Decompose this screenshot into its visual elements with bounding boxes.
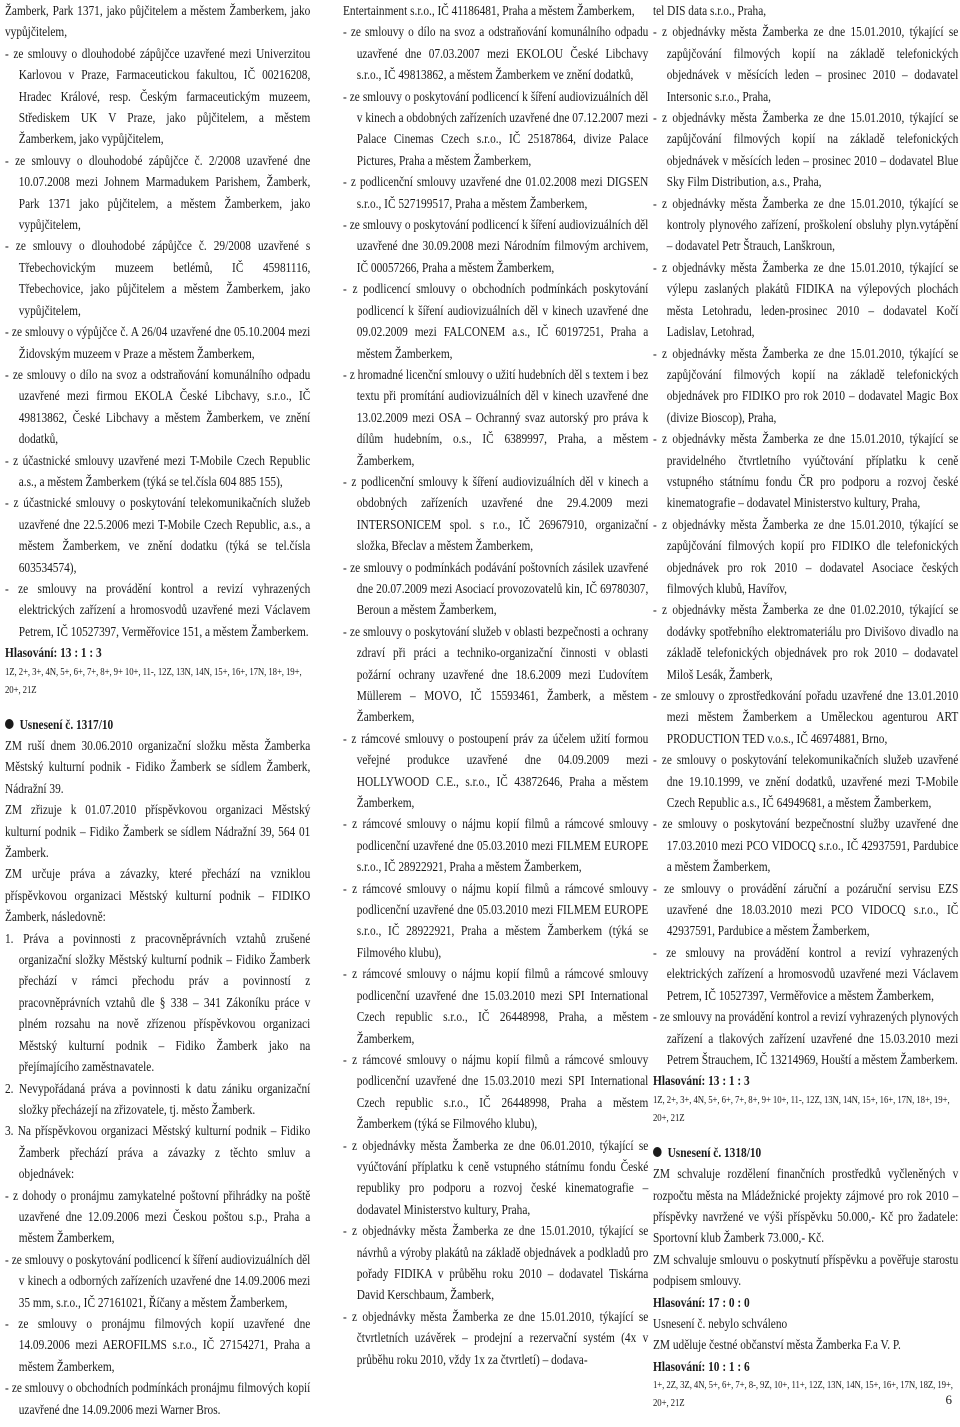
vote-result: Hlasování: 13 : 1 : 3 [653,1073,750,1089]
paragraph: ZM ruší dnem 30.06.2010 organizační složku města Žamberka Městský kulturní podnik - Fidiko Žamberk se sídlem Žamberk, Nádražní 39. [5,738,311,796]
vote-result: Hlasování: 17 : 0 : 0 [653,1294,750,1310]
list-item: - ze smlouvy o dlouhodobé zápůjčce č. 2/2008 uzavřené dne 10.07.2008 mezi Johnem Marmadukem Parishem, Žamberk, Park 1371 jako půjčitelem, a městem Žamberkem, jako vypůjčitelem, [5,152,311,233]
list-item: - ze smlouvy na provádění kontrol a revizí vyhrazených elektrických zařízení a hromosvodů uzavřené mezi Václavem Petrem, IČ 10527397, Verměřovice a městem Žamberkem, [653,944,959,1003]
paragraph: Žamberk, Park 1371, jako půjčitelem a městem Žamberkem, jako vypůjčitelem, [5,3,311,40]
list-item: - z účastnické smlouvy uzavřené mezi T-Mobile Czech Republic a.s., a městem Žamberkem (týká se tel.čísla 604 885 155), [5,452,311,489]
column-middle [343,0,648,1370]
vote-result: Hlasování: 10 : 1 : 6 [653,1358,750,1374]
list-item: - z objednávky města Žamberka ze dne 06.01.2010, týkající se vyúčtování příplatku k ceně vstupného státnímu fondu České republiky pro podporu a rozvoj české kinematografie – dodavatel Ministerstvo kultury, Praha, [343,1137,649,1217]
vote-detail: 1+, 2Z, 3Z, 4N, 5+, 6+, 7+, 8-, 9Z, 10+, 11+, 12Z, 13N, 14N, 15+, 16+, 17N, 18Z, 19+, 20+, 21Z [653,1380,953,1410]
numbered-item: 3. Na příspěvkovou organizaci Městský kulturní podnik – Fidiko Žamberk přechází práva a závazky z těchto smluv a objednávek: [5,1123,311,1182]
list-item: - z objednávky města Žamberka ze dne 01.02.2010, týkající se dodávky spotřebního elektromateriálu pro Divišovo divadlo na základě telefonických objednávek pro rok 2010 – dodavatel Miloš Lesák, Žamberk, [653,602,959,682]
paragraph: tel DIS data s.r.o., Praha, [653,3,767,18]
numbered-item: 2. Nevypořádaná práva a povinnosti k datu zániku organizační složky přecházejí na zřizovatele, tj. město Žamberk. [5,1080,311,1117]
vote-detail: 1Z, 2+, 3+, 4N, 5+, 6+, 7+, 8+, 9+ 10+, 11-, 12Z, 13N, 14N, 15+, 16+, 17N, 18+, 19+, 20+, 21Z [653,1094,950,1124]
list-item: - z podlicenční smlouvy k šíření audiovizuálních děl v kinech a obdobných zařízeních uzavřené dne 29.4.2009 mezi INTERSONICEM spol. s r.o., IČ 26967910, organizační složka, Břeclav a městem Žamberkem, [343,473,649,554]
list-item: - ze smlouvy na provádění kontrol a revizí vyhrazených plynových zařízení a tlakových zařízení uzavřené dne 15.03.2010 mezi Petrem Štrauchem, IČ 13214969, Houští a městem Žamberkem. [653,1009,959,1067]
list-item: - ze smlouvy o dílo na svoz a odstraňování komunálního odpadu uzavřené dne 07.03.2007 mezi EKOLOU České Libchavy s.r.o., IČ 49813862, a městem Žamberkem ve znění dodatků, [343,24,649,83]
list-item: - z objednávky města Žamberka ze dne 15.01.2010, týkající se zapůjčování filmových kopií na základě telefonických objednávek pro FIDIKO pro rok 2010 – dodavatel Magic Box (divize Bioscop), Praha, [653,345,959,425]
list-item: - z podlicenční smlouvy uzavřené dne 01.02.2008 mezi DIGSEN s.r.o., IČ 527199517, Praha a městem Žamberkem, [343,174,649,211]
resolution-heading [5,714,310,735]
list-item: - z objednávky města Žamberka ze dne 15.01.2010, týkající se zapůjčování filmových kopií na základě telefonických objednávek v měsících leden – prosinec 2010 – dodavatel Intersonic s.r.o., Praha, [653,24,959,104]
list-item: - z podlicencí smlouvy o obchodních podmínkách poskytování podlicencí k šíření audiovizuálních děl v kinech uzavřené dne 09.02.2009 mezi FALCONEM a.s., IČ 60197251, Praha a městem Žamberkem, [343,281,649,361]
list-item: - ze smlouvy o podmínkách podávání poštovních zásilek uzavřené dne 20.07.2009 mezi Asociací provozovatelů kin, IČ 69780307, Beroun a městem Žamberkem, [343,559,649,618]
list-item: - z dohody o pronájmu zamykatelné poštovní přihrádky na poště uzavřené dne 12.09.2006 mezi Českou poštou s.p., Praha a městem Žamberkem, [5,1187,311,1246]
list-item: - z objednávky města Žamberka ze dne 15.01.2010, týkající se čtvrtletních uzávěrek – prodejní a rezervační systém (4x v průběhu roku 2010, vždy 1x za čtvrtletí) – dodava- [343,1308,649,1367]
list-item: - z rámcové smlouvy o postoupení práv za účelem užití formou veřejné produkce uzavřené dne 04.09.2009 mezi HOLLYWOOD C.E., s.r.o., IČ 43872646, Praha a městem Žamberkem, [343,730,649,811]
list-item: - z rámcové smlouvy o nájmu kopií filmů a rámcové smlouvy podlicenční uzavřené dne 05.03.2010 mezi FILMEM EUROPE s.r.o., IČ 28922921, Praha a městem Žamberkem (týká se Filmového klubu), [343,880,649,960]
list-item: - ze smlouvy o výpůjčce č. A 26/04 uzavřené dne 05.10.2004 mezi Židovským muzeem v Praze a městem Žamberkem, [5,324,311,361]
list-item: - ze smlouvy o zprostředkování pořadu uzavřené dne 13.01.2010 mezi městem Žamberkem a Uměleckou agenturou ART PRODUCTION TED v.o.s., IČ 46974881, Brno, [653,688,959,746]
list-item: - ze smlouvy o provádění záruční a pozáruční servisu EZS uzavřené dne 18.03.2010 mezi PCO VIDOCQ s.r.o., IČ 42937591, Pardubice a městem Žamberkem, [653,880,959,939]
paragraph: Usnesení č. nebylo schváleno [653,1315,788,1331]
resolution-title: Usnesení č. 1317/10 [19,716,114,732]
resolution-title: Usnesení č. 1318/10 [667,1144,762,1160]
list-item: - z objednávky města Žamberka ze dne 15.01.2010, týkající se zapůjčování filmových kopií pro FIDIKO dle telefonických objednávek pro rok 2010 – dodavatel Asociace českých filmových klubů, Havířov, [653,516,959,596]
list-item: - ze smlouvy o poskytování podlicencí k šíření audiovizuálních děl v kinech a odborných zařízeních uzavřené dne 14.09.2006 mezi 35 mm, s.r.o., IČ 27161021, Říčany a městem Žamberkem, [5,1251,311,1310]
list-item: - ze smlouvy o poskytování podlicencí k šíření audiovizuálních děl v kinech a obdobných zařízeních uzavřené dne 07.12.2007 mezi Palace Cinemas Czech s.r.o., IČ 25187864, divize Palace Pictures, Praha a městem Žamberkem, [343,88,649,168]
list-item: - z rámcové smlouvy o nájmu kopií filmů a rámcové smlouvy podlicenční uzavřené dne 15.03.2010 mezi SPI International Czech republic s.r.o., IČ 26448998, Praha a městem Žamberkem (týká se Filmového klubu), [343,1051,649,1132]
list-item: - z objednávky města Žamberka ze dne 15.01.2010, týkající se pravidelného čtvrtletního vyúčtování příplatku k ceně vstupného státnímu fondu ČR pro podporu a rozvoj české kinematografie – dodavatel Ministerstvo kultury, Praha, [653,431,959,511]
page-number: 6 [945,1392,952,1407]
bullet-icon [5,719,14,729]
list-item: - z hromadné licenční smlouvy o užití hudebních děl s textem i bez textu při promítání audiovizuálních děl v kinech uzavřené dne 13.02.2009 mezi OSA – Ochranný svaz autorský pro práva k dílům hudebním, o.s., IČ 6389997, Praha, a městem Žamberkem, [343,366,649,468]
list-item: - ze smlouvy o poskytování telekomunikačních služeb uzavřené dne 19.10.1999, ve znění dodatků, uzavřené mezi T-Mobile Czech Republic a.s., IČ 64949681, a městem Žamberkem, [653,752,959,811]
list-item: - ze smlouvy o obchodních podmínkách pronájmu filmových kopií uzavřené dne 14.09.2006 mezi Warner Bros. [5,1380,311,1417]
list-item: - z účastnické smlouvy o poskytování telekomunikačních služeb uzavřené dne 22.5.2006 mezi T-Mobile Czech Republic, a.s., a městem Žamberkem, ve znění dodatku (týká se tel.čísla 603534574), [5,495,311,575]
resolution-heading [653,1142,958,1163]
paragraph: ZM schvaluje rozdělení finančních prostředků vyčleněných v rozpočtu města na Mládežnické projekty zájmové pro rok 2010 – příspěvky navržené ve výši příspěvku 50.000,- Kč pro žadatele: Sportovní klub Žamberk 73.000,- Kč. [653,1166,959,1246]
column-left [5,0,310,1420]
vote-result: Hlasování: 13 : 1 : 3 [5,645,102,661]
list-item: - z rámcové smlouvy o nájmu kopií filmů a rámcové smlouvy podlicenční uzavřené dne 05.03.2010 mezi FILMEM EUROPE s.r.o., IČ 28922921, Praha a městem Žamberkem, [343,816,649,875]
paragraph: ZM uděluje čestné občanství města Žamberka F.a V. P. [653,1337,901,1353]
list-item: - ze smlouvy o poskytování služeb v oblasti bezpečnosti a ochrany zdraví při práci a techniko-organizační činnosti v oblasti požární ochrany uzavřené dne 18.6.2009 mezi Ľudovítem Müllerem – MOVO, IČ 15593461, Žamberk, a městem Žamberkem, [343,623,649,725]
paragraph: Entertainment s.r.o., IČ 41186481, Praha a městem Žamberkem, [343,3,635,18]
list-item: - ze smlouvy o dílo na svoz a odstraňování komunálního odpadu uzavřené mezi firmou EKOLA České Libchavy, s.r.o., IČ 49813862, České Libchavy a městem Žamberkem, ve znění dodatků, [5,366,311,447]
list-item: - z objednávky města Žamberka ze dne 15.01.2010, týkající se výlepu zaslaných plakátů FIDIKA na výlepových plochách města Letohradu, leden-prosinec 2010 – dodavatel Kočí Ladislav, Letohrad, [653,259,959,340]
list-item: - z objednávky města Žamberka ze dne 15.01.2010, týkající se návrhů a výroby plakátů na základě objednávek a podkladů pro pořady FIDIKA v průběhu roku 2010 – dodavatel Tiskárna David Kerschbaum, Žamberk, [343,1223,649,1303]
list-item: - ze smlouvy na provádění kontrol a revizí vyhrazených elektrických zařízení a hromosvodů uzavřené mezi Václavem Petrem, IČ 10527397, Verměřovice 151, a městem Žamberkem. [5,580,311,639]
column-right [653,0,958,1427]
list-item: - z rámcové smlouvy o nájmu kopií filmů a rámcové smlouvy podlicenční uzavřené dne 15.03.2010 mezi SPI International Czech republic s.r.o., IČ 26448998, Praha, a městem Žamberkem, [343,966,649,1046]
list-item: - ze smlouvy o poskytování bezpečnostní služby uzavřené dne 17.03.2010 mezi PCO VIDOCQ s.r.o., IČ 42937591, Pardubice a městem Žamberkem, [653,816,959,875]
list-item: - ze smlouvy o poskytování podlicencí k šíření audiovizuálních děl uzavřené dne 30.09.2008 mezi Národním filmovým archivem, IČ 00057266, Praha a městem Žamberkem, [343,217,649,275]
numbered-item: 1. Práva a povinnosti z pracovněprávních vztahů zrušené organizační složky Městský kulturní podnik – Fidiko Žamberk přechází v rámci přechodu práv a povinností z pracovněprávních vztahů dle § 338 – 341 Zákoníku práce v plném rozsahu na nově zřízenou příspěvkovou organizaci Městský kulturní podnik – Fidiko Žamberk jako na přejímajícího zaměstnavatele. [5,930,311,1075]
list-item: - z objednávky města Žamberka ze dne 15.01.2010, týkající se kontroly plynového zařízení, proškolení obsluhy plyn.vytápění – dodavatel Petr Štrauch, Lanškroun, [653,195,959,254]
paragraph: ZM zřizuje k 01.07.2010 příspěvkovou organizaci Městský kulturní podnik – Fidiko Žamberk se sídlem Nádražní 39, 564 01 Žamberk. [5,802,311,861]
bullet-icon [653,1147,662,1157]
paragraph: ZM určuje práva a závazky, které přechází na vzniklou příspěvkovou organizaci Městský kulturní podnik – FIDIKO Žamberk, následovně: [5,866,311,925]
list-item: - ze smlouvy o dlouhodobé zápůjčce uzavřené mezi Univerzitou Karlovou v Praze, Farmaceutickou fakultou, IČ 00216208, Hradec Králové, resp. Českým farmaceutickým muzeem, Střediskem UK V Praze, jako půjčitelem, a městem Žamberkem, jako vypůjčitelem, [5,45,311,147]
list-item: - ze smlouvy o dlouhodobé zápůjčce č. 29/2008 uzavřené s Třebechovickým muzeem betlémů, IČ 45981116, Třebechovice, jako půjčitelem a městem Žamberkem, jako vypůjčitelem, [5,238,311,318]
vote-detail: 1Z, 2+, 3+, 4N, 5+, 6+, 7+, 8+, 9+ 10+, 11-, 12Z, 13N, 14N, 15+, 16+, 17N, 18+, 19+, 20+, 21Z [5,666,302,696]
paragraph: ZM schvaluje smlouvu o poskytnutí příspěvku a pověřuje starostu podpisem smlouvy. [653,1251,959,1289]
list-item: - z objednávky města Žamberka ze dne 15.01.2010, týkající se zapůjčování filmových kopií na základě telefonických objednávek v měsících leden – prosinec 2010 – dodavatel Blue Sky Film Distribution, a.s., Praha, [653,110,959,190]
list-item: - ze smlouvy o pronájmu filmových kopií uzavřené dne 14.09.2006 mezi AEROFILMS s.r.o., IČ 27154271, Praha a městem Žamberkem, [5,1315,311,1374]
